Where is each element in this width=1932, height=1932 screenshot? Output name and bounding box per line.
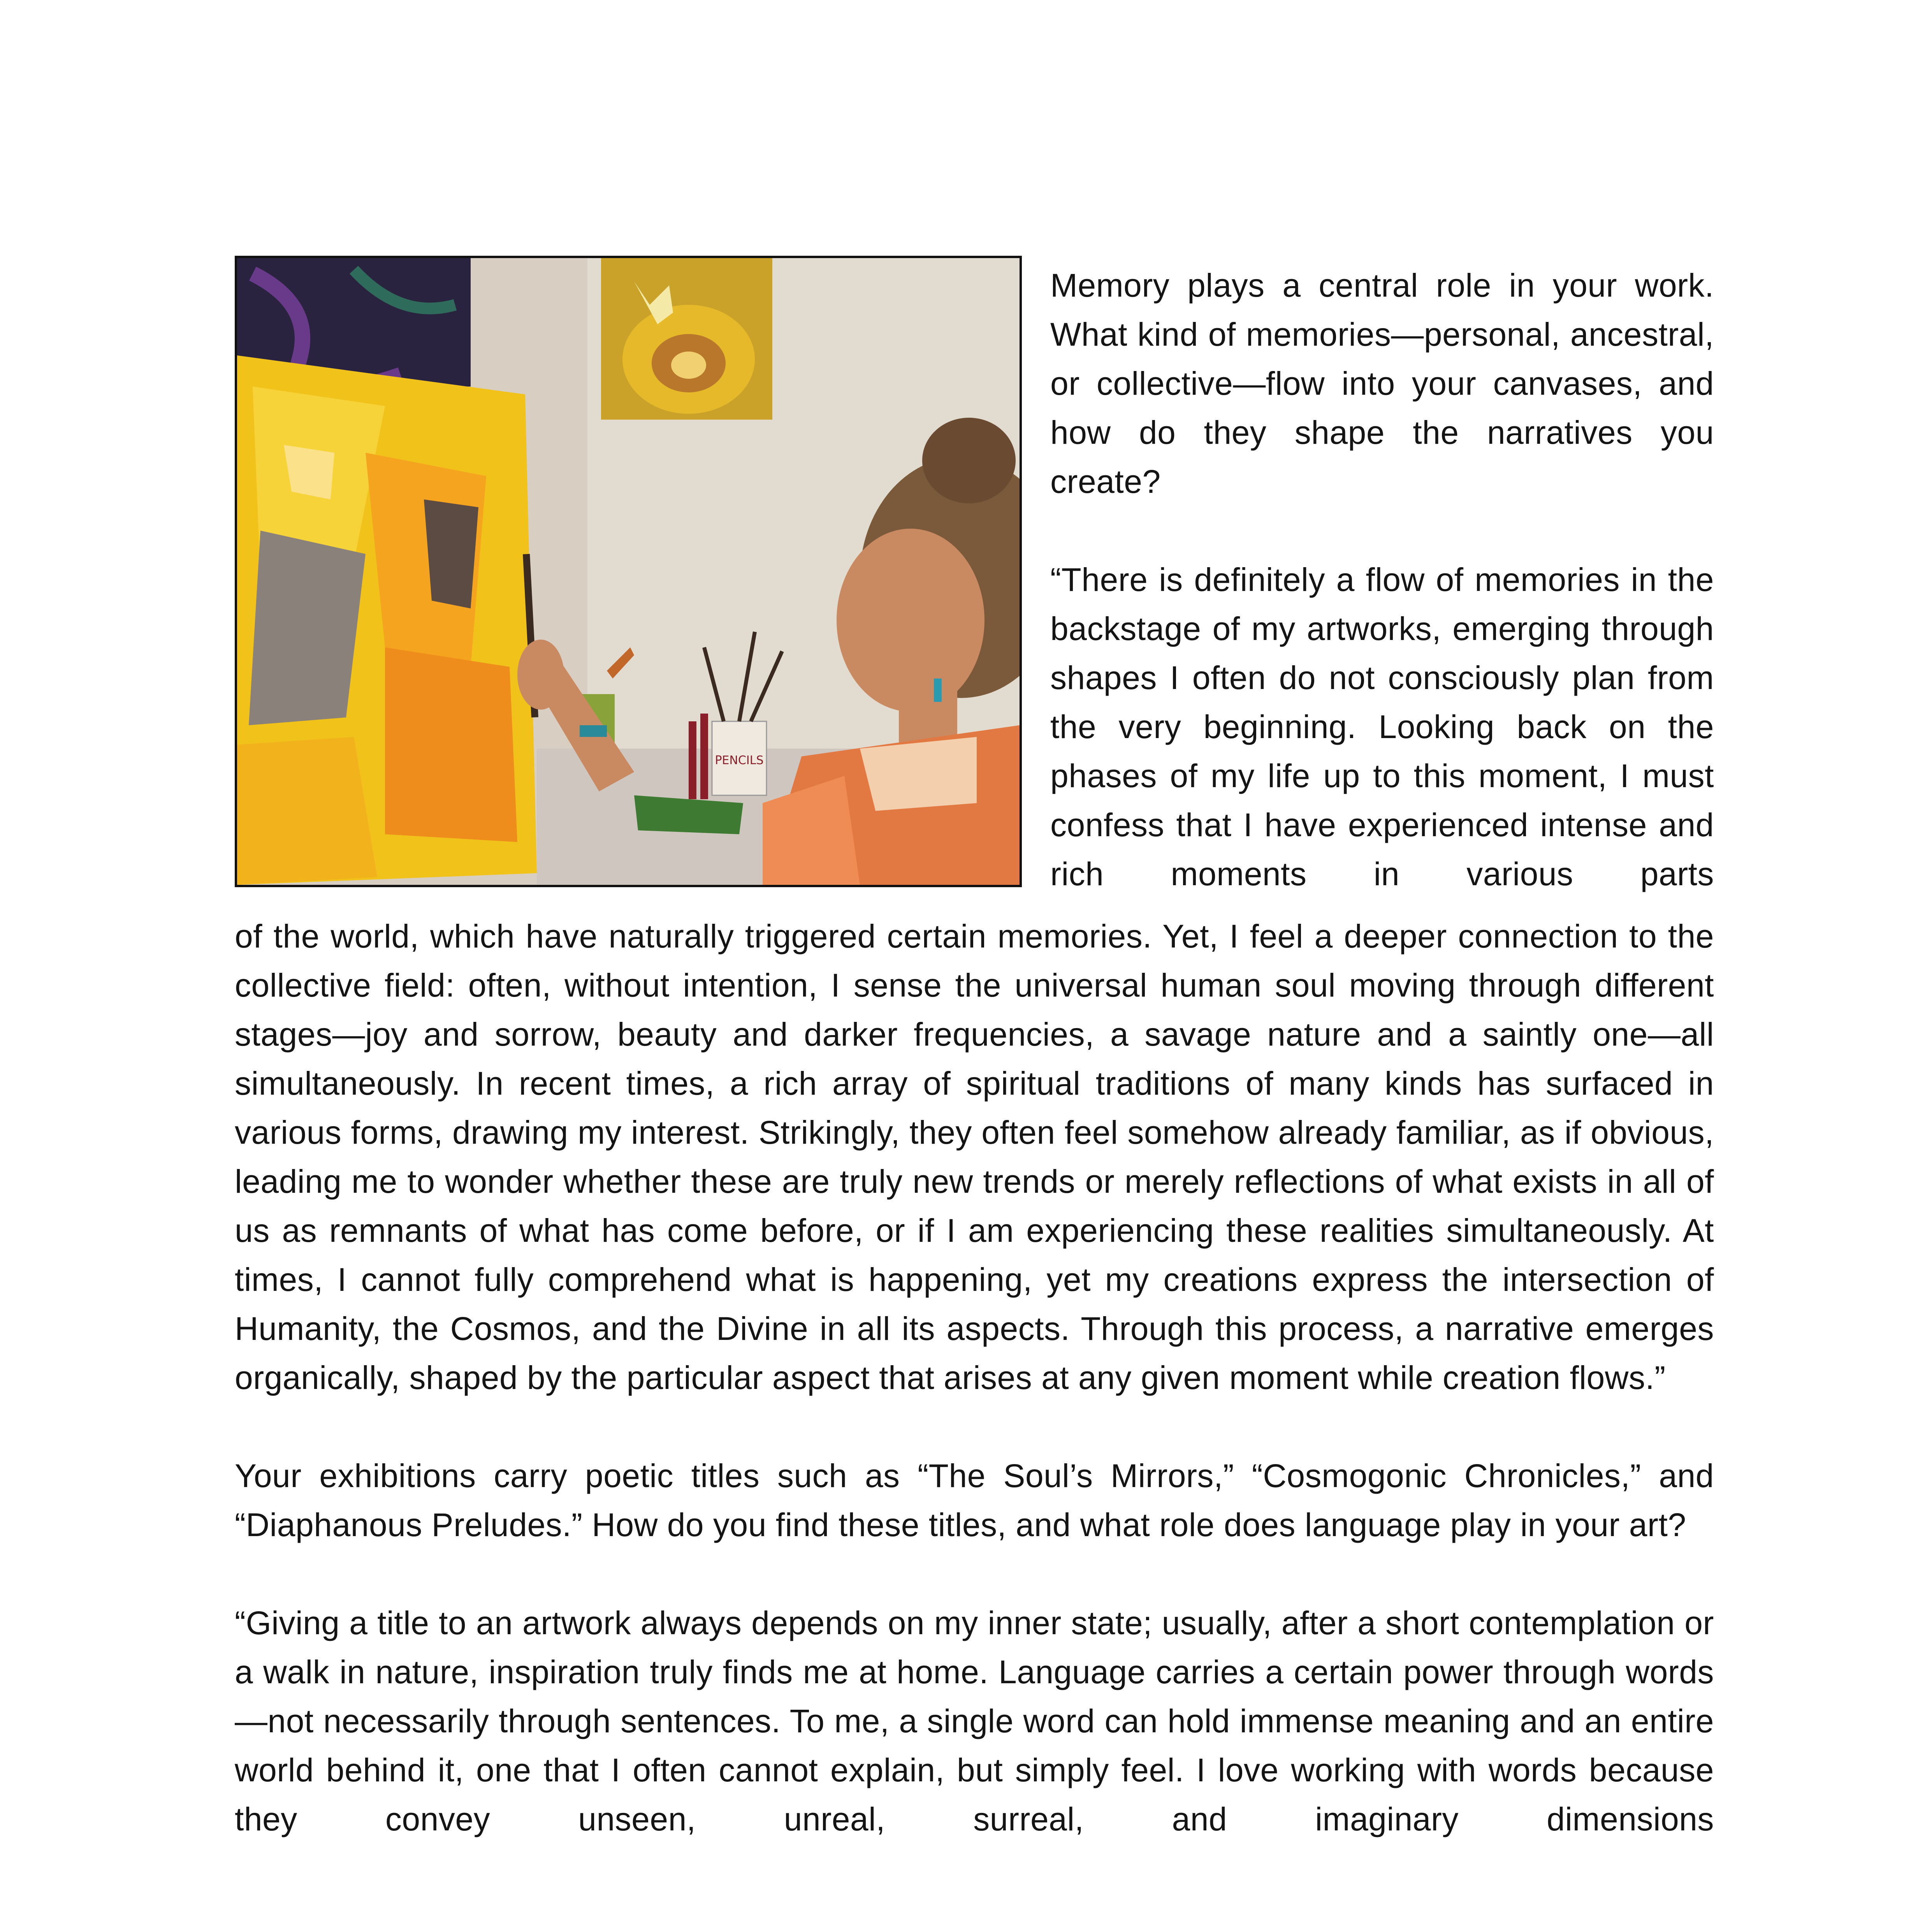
question-2: Your exhibitions carry poetic titles such as “The Soul’s Mirrors,” “Cosmogonic Chronicles,” and “Diaphanous Preludes.” How do you find these titles, and what role does language play in your art? (235, 1457, 1714, 1543)
answer-1-part-b: of the world, which have naturally triggered certain memories. Yet, I feel a deeper connection to the collective field: often, without intention, I sense the universal human soul moving through different stages—joy and sorrow, beauty and darker frequencies, a savage nature and a saintly one—all simultaneously. In recent times, a rich array of spiritual traditions of many kinds has surfaced in various forms, drawing my interest. Strikingly, they often feel somehow already familiar, as if obvious, leading me to wonder whether these are truly new trends or merely reflections of what exists in all of us as remnants of what has come before, or if I am experiencing these realities simultaneously. At times, I cannot fully comprehend what is happening, yet my creations express the intersection of Humanity, the Cosmos, and the Divine in all its aspects. Through this process, a narrative emerges organically, shaped by the particular aspect that arises at any given moment while creation flows.” (235, 918, 1714, 1396)
answer-2: “Giving a title to an artwork always depends on my inner state; usually, after a short contemplation or a walk in nature, inspiration truly finds me at home. Language carries a certain power through words—not necessarily through sentences. To me, a single word can hold immense meaning and an entire world behind it, one that I often cannot explain, but simply feel. I love working with words because they convey unseen, unreal, surreal, and imaginary dimensions (235, 1605, 1714, 1837)
painting-scene-image (237, 258, 1020, 885)
full-width-text (235, 912, 1714, 1844)
paragraph-gap (235, 1549, 1714, 1598)
answer-1-part-a: “There is definitely a flow of memories in the backstage of my artworks, emerging through shapes I often do not consciously plan from the very beginning. Looking back on the phases of my life up to this moment, I must confess that I have experienced intense and rich moments in various parts (1050, 561, 1714, 892)
artist-painting-photo (235, 256, 1022, 887)
paragraph-gap (235, 1402, 1714, 1451)
right-column-text (1050, 261, 1714, 898)
question-1: Memory plays a central role in your work. What kind of memories—personal, ancestral, or collective—flow into your canvases, and how do they shape the narratives you create? (1050, 267, 1714, 500)
jar-label: PENCILS (715, 754, 764, 767)
paragraph-gap (1050, 506, 1714, 555)
